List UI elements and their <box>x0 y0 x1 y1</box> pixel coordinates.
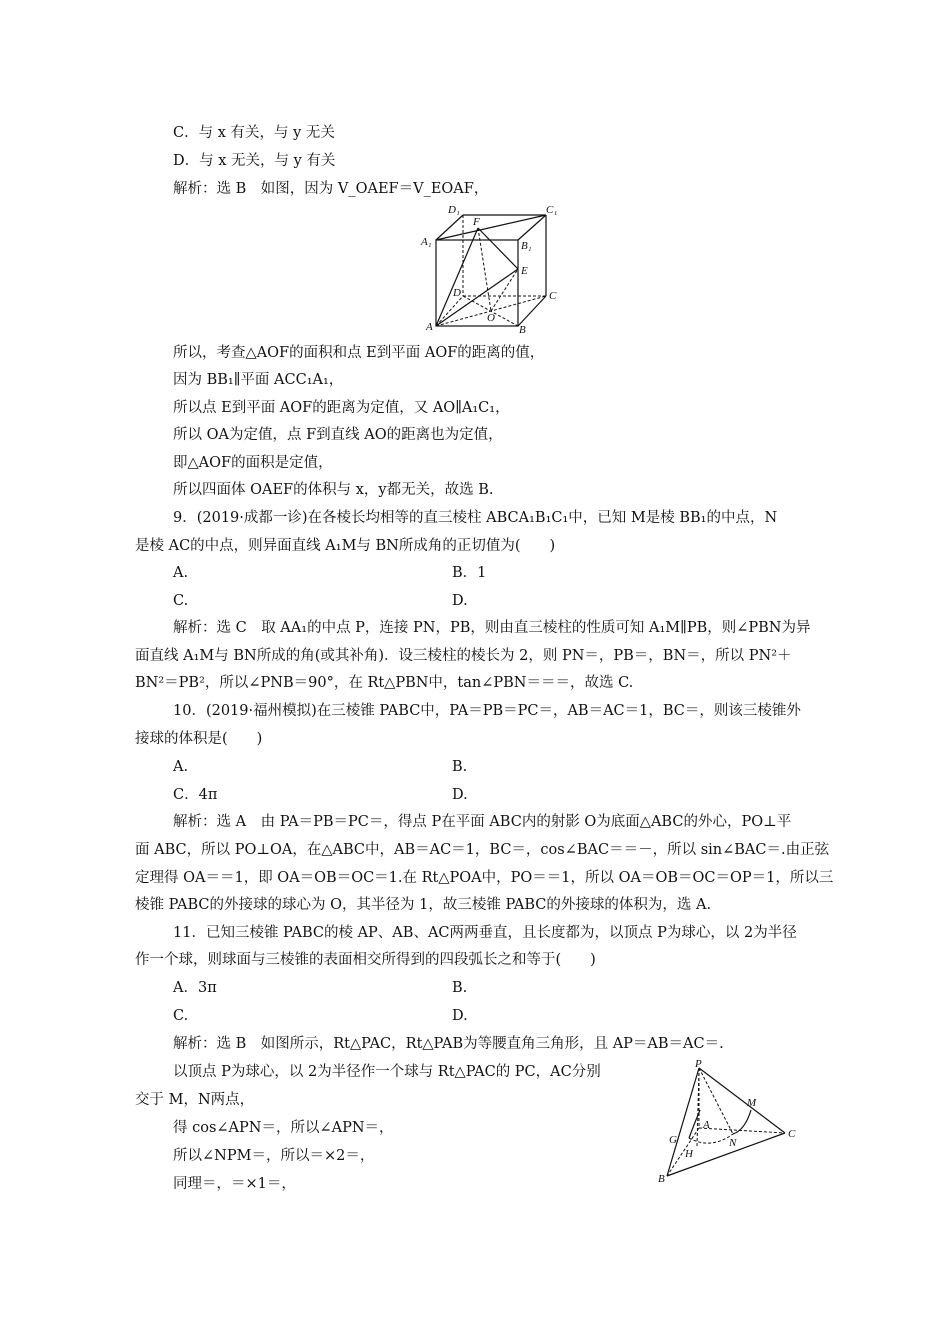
label-h: H <box>685 1148 693 1160</box>
label-o: O <box>487 312 495 324</box>
solution-line: 所以∠NPM＝，所以＝×2＝， <box>173 1148 375 1164</box>
solution-line: 得 cos∠APN＝，所以∠APN＝， <box>173 1120 394 1136</box>
question-11-line: 作一个球，则球面与三棱锥的表面相交所得到的四段弧长之和等于( ) <box>135 952 596 968</box>
label-d1: D₁ <box>448 204 460 216</box>
label-a1: A₁ <box>421 236 432 248</box>
pyramid-figure <box>655 1058 805 1184</box>
solution-line: 解析：选 B 如图所示，Rt△PAC，Rt△PAB为等腰直角三角形，且 AP＝AB＝AC＝. <box>173 1036 724 1052</box>
option-a: A．3π <box>173 980 217 996</box>
option-c: C. <box>173 1008 189 1024</box>
label-d: D <box>453 287 461 299</box>
solution-line: 面 ABC，所以 PO⊥OA，在△ABC中，AB＝AC＝1，BC＝，cos∠BAC＝＝－，所以 sin∠BAC＝.由正弦 <box>135 842 830 858</box>
label-b: B <box>658 1173 665 1184</box>
solution-line: 因为 BB₁∥平面 ACC₁A₁， <box>173 372 344 388</box>
solution-line: 所以点 E到平面 AOF的距离为定值，又 AO∥A₁C₁， <box>173 400 510 416</box>
cube-diagram <box>418 204 568 334</box>
solution-line: 所以 OA为定值，点 F到直线 AO的距离也为定值， <box>173 427 503 443</box>
option-b: B. <box>452 759 468 775</box>
solution-line: BN²＝PB²，所以∠PNB＝90°，在 Rt△PBN中，tan∠PBN＝＝＝，故选 C. <box>135 675 634 691</box>
option-d: D. <box>452 1008 468 1024</box>
option-d-line: D．与 x 无关，与 y 有关 <box>173 153 336 169</box>
question-9-line: 9．(2019·成都一诊)在各棱长均相等的直三棱柱 ABCA₁B₁C₁中，已知 M是棱 BB₁的中点，N <box>173 510 778 526</box>
label-g: G <box>669 1134 677 1146</box>
label-a: A <box>426 321 433 333</box>
label-e: E <box>521 265 528 277</box>
option-b: B．1 <box>452 565 487 581</box>
option-b: B. <box>452 980 468 996</box>
pyramid-diagram <box>655 1058 805 1184</box>
solution-line: 面直线 A₁M与 BN所成的角(或其补角)．设三棱柱的棱长为 2，则 PN＝，PB＝，BN＝，所以 PN²＋ <box>135 648 792 664</box>
option-c-line: C．与 x 有关，与 y 无关 <box>173 125 335 141</box>
option-c: C. <box>173 593 189 609</box>
solution-line: 棱锥 PABC的外接球的球心为 O，其半径为 1，故三棱锥 PABC的外接球的体积为，选 A. <box>135 897 712 913</box>
solution-line: 所以，考查△AOF的面积和点 E到平面 AOF的距离的值， <box>173 345 545 361</box>
question-10-line: 接球的体积是( ) <box>135 731 263 747</box>
label-a: A <box>703 1119 710 1131</box>
option-a: A. <box>173 759 189 775</box>
solution-line: 解析：选 C 取 AA₁的中点 P，连接 PN，PB，则由直三棱柱的性质可知 A₁M∥PB，则∠PBN为异 <box>173 620 811 636</box>
solution-line: 解析：选 B 如图，因为 V_OAEF＝V_EOAF， <box>173 181 489 197</box>
option-d: D. <box>452 593 468 609</box>
option-a: A. <box>173 565 189 581</box>
label-p: P <box>695 1058 702 1070</box>
label-b1: B₁ <box>521 240 532 252</box>
solution-line: 即△AOF的面积是定值， <box>173 455 333 471</box>
solution-line: 交于 M，N两点， <box>135 1092 255 1108</box>
label-n: N <box>729 1137 737 1149</box>
cube-figure <box>418 204 568 334</box>
solution-line: 以顶点 P为球心，以 2为半径作一个球与 Rt△PAC的 PC，AC分别 <box>173 1064 601 1080</box>
label-m: M <box>747 1097 757 1109</box>
question-9-line: 是棱 AC的中点，则异面直线 A₁M与 BN所成角的正切值为( ) <box>135 538 556 554</box>
label-c1: C₁ <box>546 204 558 216</box>
question-11-line: 11．已知三棱锥 PABC的棱 AP、AB、AC两两垂直，且长度都为，以顶点 P为球心，以 2为半径 <box>173 925 797 941</box>
label-c: C <box>788 1128 796 1140</box>
label-b: B <box>519 324 526 334</box>
solution-line: 同理＝，＝×1＝， <box>173 1176 296 1192</box>
solution-line: 定理得 OA＝＝1，即 OA＝OB＝OC＝1.在 Rt△POA中，PO＝＝1，所以 OA＝OB＝OC＝OP＝1，所以三 <box>135 870 834 886</box>
option-c: C．4π <box>173 787 218 803</box>
solution-line: 解析：选 A 由 PA＝PB＝PC＝，得点 P在平面 ABC内的射影 O为底面△ABC的外心，PO⊥平 <box>173 814 792 830</box>
label-c: C <box>549 290 557 302</box>
solution-line: 所以四面体 OAEF的体积与 x，y都无关，故选 B. <box>173 482 494 498</box>
label-f: F <box>473 216 480 228</box>
option-d: D. <box>452 787 468 803</box>
question-10-line: 10．(2019·福州模拟)在三棱锥 PABC中，PA＝PB＝PC＝，AB＝AC＝1，BC＝，则该三棱锥外 <box>173 703 801 719</box>
